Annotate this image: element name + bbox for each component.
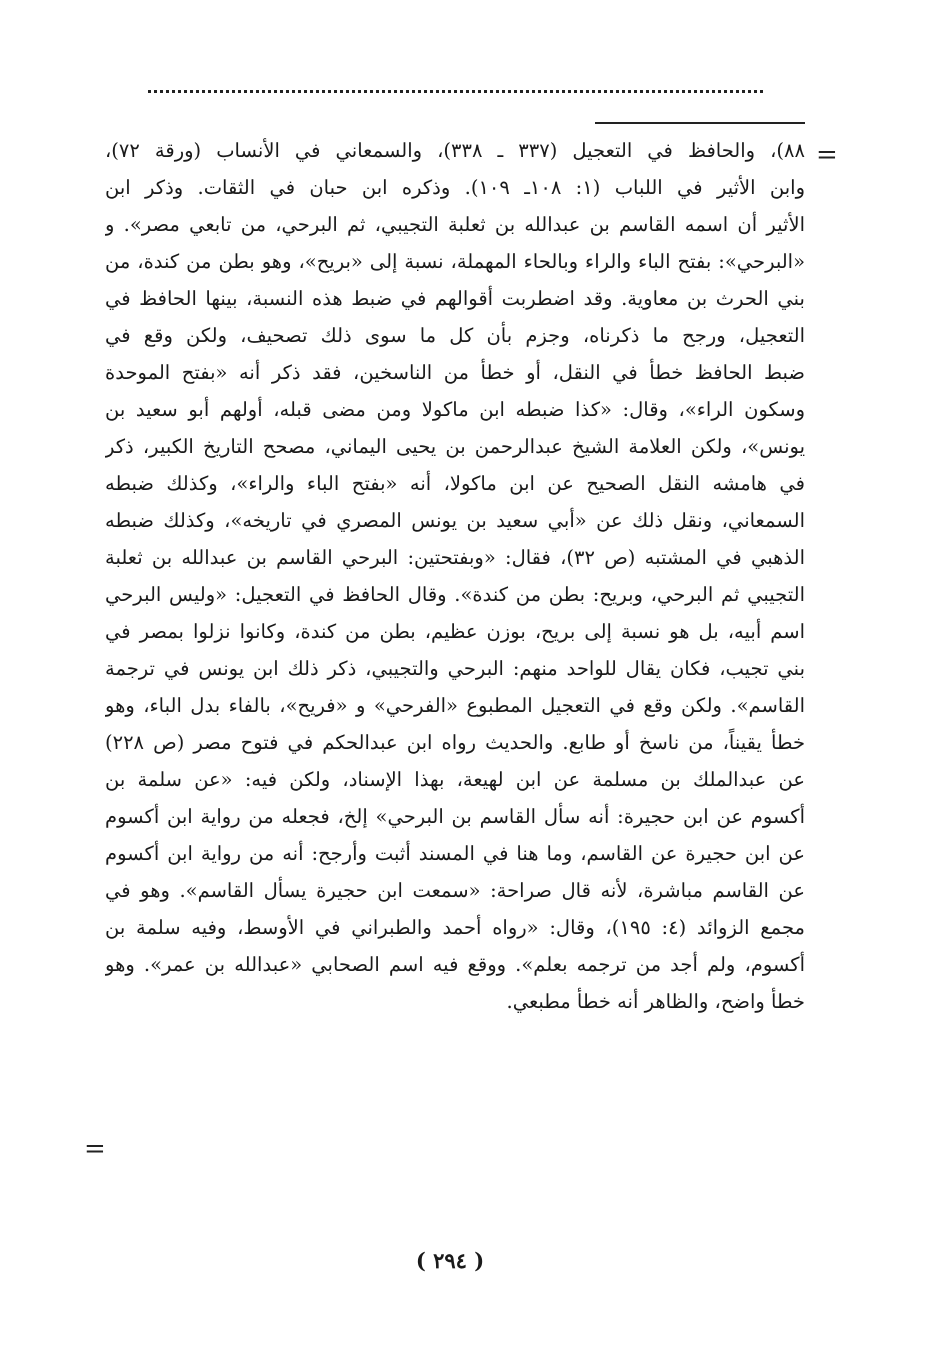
footnote-line-20: عن ابن حجيرة عن القاسم، وما هنا في المسند أثبت وأرجح: أنه من رواية ابن أكسوم [105, 842, 805, 865]
footnote-line-8: وسكون الراء»، وقال: «كذا ضبطه ابن ماكولا ومن مضى قبله، أولهم أبو سعيد بن [105, 398, 805, 421]
footnote-line-3: الأثير أن اسمه القاسم بن عبدالله بن ثعلبة التجيبي، ثم البرحي، من تابعي مصر». و [105, 213, 805, 236]
footnote-line-10: في هامشه النقل الصحيح عن ابن ماكولا، أنه «بفتح الباء والراء»، وكذلك ضبطه [105, 472, 805, 495]
footnote-line-23: أكسوم، ولم أجد من ترجمه بعلم». ووقع فيه اسم الصحابي «عبدالله بن عمر». وهو [105, 953, 805, 976]
footnote-line-9: يونس»، ولكن العلامة الشيخ عبدالرحمن بن يحيى اليماني، مصحح التاريخ الكبير، ذكر [105, 435, 805, 458]
continuation-marker-top: = [816, 140, 838, 170]
footnote-line-11: السمعاني، ونقل ذلك عن «أبي سعيد بن يونس المصري في تاريخه»، وكذلك ضبطه [105, 509, 805, 532]
footnote-line-15: بني تجيب، فكان يقال للواحد منهم: البرحي والتجيبي، ذكر ذلك ابن يونس في ترجمة [105, 657, 805, 680]
footnote-line-2: وابن الأثير في اللباب (١: ١٠٨ـ ١٠٩). وذكره ابن حبان في الثقات. وذكر ابن [105, 176, 805, 199]
page-number: ( ٢٩٤ ) [415, 1248, 485, 1273]
footnote-rule [595, 122, 805, 124]
footnote-line-21: عن القاسم مباشرة، لأنه قال صراحة: «سمعت ابن حجيرة يسأل القاسم». وهو في [105, 879, 805, 902]
footnote-line-1: ٨٨)، والحافظ في التعجيل (٣٣٧ ـ ٣٣٨)، والسمعاني في الأنساب (ورقة ٧٢)، [105, 139, 805, 162]
continuation-marker-bottom: = [84, 1134, 106, 1164]
footnote-line-12: الذهبي في المشتبه (ص ٣٢)، فقال: «وبفتحتين: البرحي القاسم بن عبدالله بن ثعلبة [105, 546, 805, 569]
dotted-separator [148, 90, 763, 93]
footnote-line-14: اسم أبيه، بل هو نسبة إلى بريح، بوزن عظيم، بطن من كندة، وكانوا نزلوا بمصر في [105, 620, 805, 643]
footnote-line-6: التعجيل، ورجح ما ذكرناه، وجزم بأن كل ما سوى ذلك تصحيف، ولكن وقع في [105, 324, 805, 347]
footnote-line-18: عن عبدالملك بن مسلمة عن ابن لهيعة، بهذا الإسناد، ولكن فيه: «عن سلمة بن [105, 768, 805, 791]
footnote-line-24: خطأ واضح، والظاهر أنه خطأ مطبعي. [506, 990, 805, 1013]
footnote-line-5: بني الحرث بن معاوية. وقد اضطربت أقوالهم في ضبط هذه النسبة، بينها الحافظ في [105, 287, 805, 310]
footnote-line-13: التجيبي ثم البرحي، وبريح: بطن من كندة». وقال الحافظ في التعجيل: «وليس البرحي [105, 583, 805, 606]
footnote-line-7: ضبط الحافظ خطأ في النقل، أو خطأ من الناسخين، فقد ذكر أنه «بفتح الموحدة [105, 361, 805, 384]
footnote-line-17: خطأ يقيناً، من ناسخ أو طابع. والحديث رواه ابن عبدالحكم في فتوح مصر (ص ٢٢٨) [105, 731, 805, 754]
footnote-line-16: القاسم». ولكن وقع في التعجيل المطبوع «الفرحي» و «فريح»، بالفاء بدل الباء، وهو [105, 694, 805, 717]
footnote-text [105, 132, 805, 1020]
footnote-line-19: أكسوم عن ابن حجيرة: أنه سأل القاسم بن البرحي» إلخ، فجعله من رواية ابن أكسوم [105, 805, 805, 828]
footnote-line-4: «البرحي»: بفتح الباء والراء وبالحاء المهملة، نسبة إلى «بريح»، وهو بطن من كندة، من [105, 250, 805, 273]
footnote-line-22: مجمع الزوائد (٤: ١٩٥)، وقال: «رواه أحمد والطبراني في الأوسط، وفيه سلمة بن [105, 916, 805, 939]
